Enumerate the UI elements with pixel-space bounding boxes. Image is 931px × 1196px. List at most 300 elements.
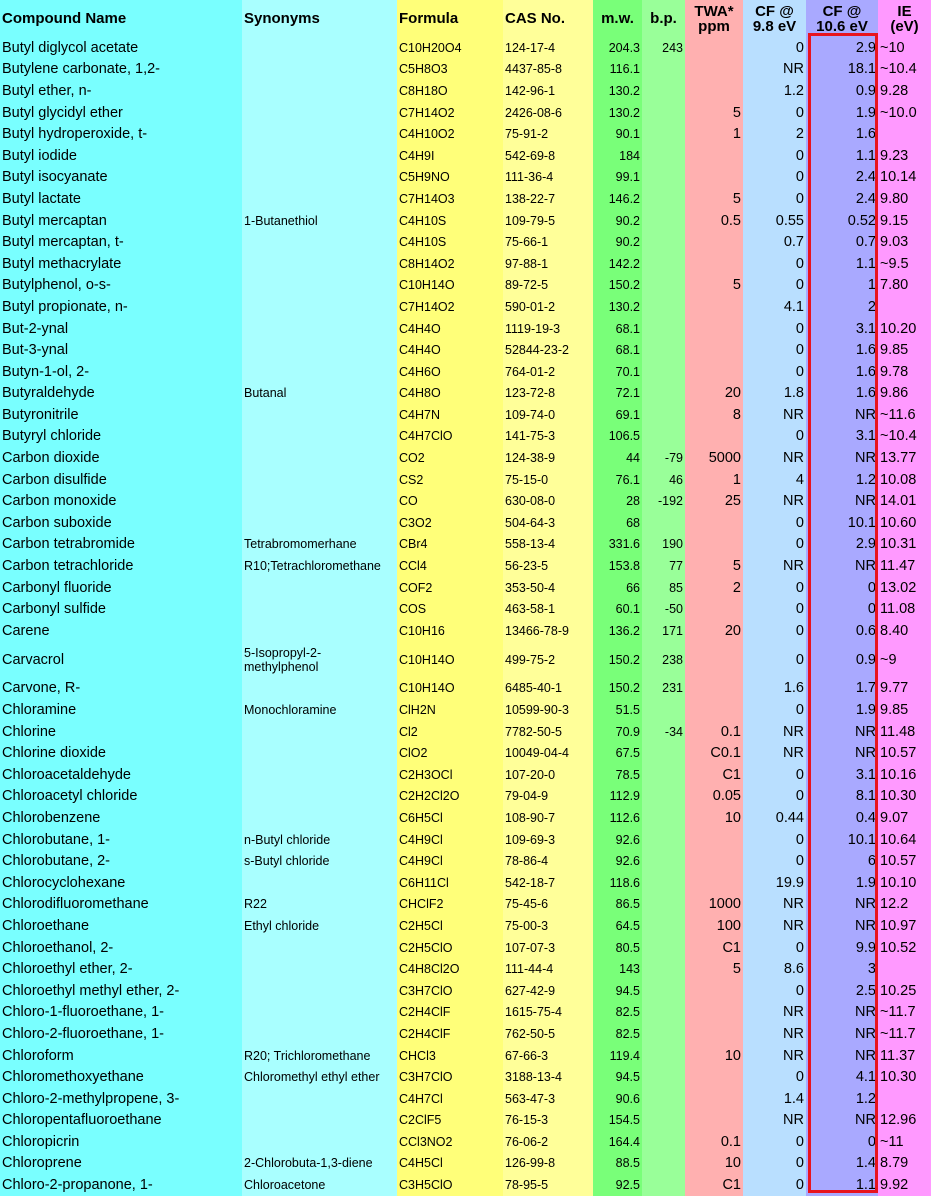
twa-cell [685,534,743,556]
synonym-cell [242,231,397,253]
cf-9-8-cell: 4 [743,469,806,491]
cas-cell: 75-91-2 [503,123,593,145]
formula-cell: C3H5ClO [397,1174,503,1196]
synonym-cell [242,1131,397,1153]
mw-cell: 76.1 [593,469,642,491]
mw-cell: 99.1 [593,167,642,189]
table-row [0,361,931,383]
compound-name-cell: Chloroethyl methyl ether, 2- [0,980,242,1002]
mw-cell: 164.4 [593,1131,642,1153]
bp-cell [642,404,685,426]
cf-10-6-cell: 2 [806,296,878,318]
compound-name-cell: Chlorobutane, 2- [0,850,242,872]
compound-name-cell: Chloroprene [0,1153,242,1175]
ie-cell: ~9 [878,642,931,678]
mw-cell: 60.1 [593,598,642,620]
table-row [0,1153,931,1175]
table-row [0,383,931,405]
header-cf-10-6 [806,0,878,37]
compound-name-cell: Chloro-1-fluoroethane, 1- [0,1002,242,1024]
cf-10-6-cell: 1.6 [806,123,878,145]
table-row [0,210,931,232]
mw-cell: 153.8 [593,555,642,577]
cf-10-6-cell: 10.1 [806,829,878,851]
mw-cell: 90.1 [593,123,642,145]
mw-cell: 68.1 [593,318,642,340]
cf-9-8-cell: 1.8 [743,383,806,405]
ie-cell: ~10.4 [878,59,931,81]
cas-cell: 504-64-3 [503,512,593,534]
twa-cell: 2 [685,577,743,599]
header-cf-9-8 [743,0,806,37]
compound-name-cell: Butyl diglycol acetate [0,37,242,59]
cf-9-8-cell: 0 [743,850,806,872]
synonym-cell [242,786,397,808]
cas-cell: 109-74-0 [503,404,593,426]
ie-cell: ~10 [878,37,931,59]
bp-cell [642,188,685,210]
synonym-cell [242,764,397,786]
compound-name-cell: Chloroacetaldehyde [0,764,242,786]
cf-10-6-cell: 3.1 [806,318,878,340]
cf-9-8-cell: 0 [743,598,806,620]
formula-cell: C10H14O [397,678,503,700]
bp-cell [642,383,685,405]
ie-cell: 11.47 [878,555,931,577]
compound-name-cell: Chlorobutane, 1- [0,829,242,851]
table-row [0,850,931,872]
ie-cell: 10.52 [878,937,931,959]
bp-cell: -34 [642,721,685,743]
compound-name-cell: Chloropentafluoroethane [0,1110,242,1132]
mw-cell: 70.9 [593,721,642,743]
formula-cell: C5H9NO [397,167,503,189]
table-row [0,872,931,894]
mw-cell: 112.6 [593,807,642,829]
bp-cell [642,980,685,1002]
mw-cell: 78.5 [593,764,642,786]
bp-cell: 243 [642,37,685,59]
formula-cell: C2H4ClF [397,1002,503,1024]
compound-name-cell: Butyl methacrylate [0,253,242,275]
bp-cell [642,59,685,81]
twa-cell [685,296,743,318]
mw-cell: 70.1 [593,361,642,383]
formula-cell: C4H10O2 [397,123,503,145]
formula-cell: C3H7ClO [397,1066,503,1088]
cf-9-8-cell: NR [743,1045,806,1067]
header-ie [878,0,931,37]
compound-name-cell: Chlorine dioxide [0,742,242,764]
twa-cell [685,829,743,851]
synonym-cell: 5-Isopropyl-2-methylphenol [242,642,397,678]
cf-9-8-cell: 0 [743,426,806,448]
cf-10-6-cell: 1.1 [806,253,878,275]
cf-10-6-cell: 4.1 [806,1066,878,1088]
cf-9-8-cell: 0 [743,361,806,383]
synonym-cell [242,490,397,512]
ie-cell: 10.60 [878,512,931,534]
ie-cell: 10.97 [878,915,931,937]
synonym-cell [242,37,397,59]
table-row [0,1023,931,1045]
cas-cell: 590-01-2 [503,296,593,318]
bp-cell [642,786,685,808]
mw-cell: 82.5 [593,1023,642,1045]
twa-cell [685,598,743,620]
cas-cell: 10599-90-3 [503,699,593,721]
cas-cell: 111-36-4 [503,167,593,189]
table-body [0,37,931,1196]
cf-9-8-cell: 1.2 [743,80,806,102]
cas-cell: 1615-75-4 [503,1002,593,1024]
cas-cell: 353-50-4 [503,577,593,599]
synonym-cell [242,598,397,620]
twa-cell: 1000 [685,894,743,916]
ie-cell: 12.2 [878,894,931,916]
compound-name-cell: Chloro-2-fluoroethane, 1- [0,1023,242,1045]
cf-9-8-cell: NR [743,721,806,743]
table-row [0,958,931,980]
cf-9-8-cell: 0 [743,188,806,210]
synonym-cell: Butanal [242,383,397,405]
twa-cell [685,339,743,361]
twa-cell: 0.1 [685,1131,743,1153]
cas-cell: 3188-13-4 [503,1066,593,1088]
mw-cell: 92.6 [593,850,642,872]
cf-9-8-cell: 0 [743,1153,806,1175]
twa-cell [685,37,743,59]
table-row [0,339,931,361]
cf-10-6-cell: 0.9 [806,80,878,102]
table-row [0,1066,931,1088]
cas-cell: 558-13-4 [503,534,593,556]
compound-name-cell: Butyl hydroperoxide, t- [0,123,242,145]
formula-cell: CBr4 [397,534,503,556]
ie-cell: 9.28 [878,80,931,102]
header-compound-name: Compound Name [0,0,242,37]
ie-cell: 10.57 [878,742,931,764]
cf-9-8-cell: NR [743,490,806,512]
cf-10-6-cell: 6 [806,850,878,872]
bp-cell [642,361,685,383]
cas-cell: 542-18-7 [503,872,593,894]
cf-9-8-cell: 0 [743,37,806,59]
synonym-cell [242,404,397,426]
synonym-cell [242,318,397,340]
cf-9-8-cell: 8.6 [743,958,806,980]
cas-cell: 141-75-3 [503,426,593,448]
table-row [0,555,931,577]
formula-cell: C8H14O2 [397,253,503,275]
formula-cell: C2H5Cl [397,915,503,937]
compound-name-cell: Chloroethanol, 2- [0,937,242,959]
ie-cell: 8.79 [878,1153,931,1175]
twa-cell: 100 [685,915,743,937]
cas-cell: 107-20-0 [503,764,593,786]
ie-cell [878,958,931,980]
mw-cell: 143 [593,958,642,980]
cas-cell: 109-69-3 [503,829,593,851]
cf-9-8-cell: 19.9 [743,872,806,894]
synonym-cell [242,80,397,102]
table-row [0,598,931,620]
ie-cell: 11.08 [878,598,931,620]
bp-cell [642,742,685,764]
ie-cell: 10.30 [878,786,931,808]
mw-cell: 51.5 [593,699,642,721]
bp-cell [642,1110,685,1132]
bp-cell [642,1045,685,1067]
ie-cell: 10.10 [878,872,931,894]
compound-name-cell: Butyl ether, n- [0,80,242,102]
cas-cell: 107-07-3 [503,937,593,959]
mw-cell: 130.2 [593,80,642,102]
mw-cell: 112.9 [593,786,642,808]
ie-cell: 10.16 [878,764,931,786]
cf-10-6-cell: 0.52 [806,210,878,232]
bp-cell [642,253,685,275]
cf-10-6-cell: 1.1 [806,145,878,167]
header-ie-line2: (eV) [890,17,919,35]
bp-cell: -79 [642,447,685,469]
compound-name-cell: Butylphenol, o-s- [0,275,242,297]
ie-cell: 13.77 [878,447,931,469]
cf-9-8-cell: 0 [743,253,806,275]
mw-cell: 72.1 [593,383,642,405]
compound-name-cell: Butyl mercaptan, t- [0,231,242,253]
compound-name-cell: Carbon suboxide [0,512,242,534]
ie-cell: ~10.0 [878,102,931,124]
cf-9-8-cell: 0 [743,980,806,1002]
cas-cell: 762-50-5 [503,1023,593,1045]
ie-cell: 14.01 [878,490,931,512]
synonym-cell [242,512,397,534]
cf-10-6-cell: 2.4 [806,188,878,210]
cas-cell: 499-75-2 [503,642,593,678]
cf-10-6-cell: NR [806,894,878,916]
mw-cell: 154.5 [593,1110,642,1132]
compound-name-cell: Carbon disulfide [0,469,242,491]
cas-cell: 1119-19-3 [503,318,593,340]
bp-cell [642,699,685,721]
cf-9-8-cell: 0 [743,764,806,786]
cf-10-6-cell: 1.2 [806,469,878,491]
ie-cell: ~11.6 [878,404,931,426]
table-row [0,1131,931,1153]
bp-cell: 231 [642,678,685,700]
compound-name-cell: Chloro-2-propanone, 1- [0,1174,242,1196]
cas-cell: 109-79-5 [503,210,593,232]
cas-cell: 56-23-5 [503,555,593,577]
twa-cell [685,642,743,678]
synonym-cell [242,678,397,700]
table-row [0,699,931,721]
table-row [0,894,931,916]
cf-10-6-cell: NR [806,742,878,764]
bp-cell [642,231,685,253]
mw-cell: 142.2 [593,253,642,275]
ie-cell: 9.77 [878,678,931,700]
mw-cell: 90.6 [593,1088,642,1110]
cf-9-8-cell: 4.1 [743,296,806,318]
mw-cell: 118.6 [593,872,642,894]
twa-cell [685,231,743,253]
synonym-cell: R22 [242,894,397,916]
cf-9-8-cell: 0 [743,339,806,361]
twa-cell: 20 [685,383,743,405]
cf-9-8-cell: 0 [743,642,806,678]
formula-cell: C3H7ClO [397,980,503,1002]
table-row [0,102,931,124]
cf-9-8-cell: 0 [743,829,806,851]
table-row [0,1110,931,1132]
cf-9-8-cell: 1.6 [743,678,806,700]
cas-cell: 138-22-7 [503,188,593,210]
synonym-cell [242,188,397,210]
synonym-cell [242,1002,397,1024]
cas-cell: 111-44-4 [503,958,593,980]
twa-cell: 10 [685,807,743,829]
cf-9-8-cell: 0 [743,534,806,556]
synonym-cell [242,296,397,318]
compound-name-cell: Chlorobenzene [0,807,242,829]
ie-cell: ~9.5 [878,253,931,275]
ie-cell: 9.85 [878,699,931,721]
twa-cell [685,318,743,340]
twa-cell: 8 [685,404,743,426]
cf-10-6-cell: 3.1 [806,764,878,786]
formula-cell: C4H8O [397,383,503,405]
bp-cell [642,829,685,851]
twa-cell: 5 [685,555,743,577]
formula-cell: ClH2N [397,699,503,721]
bp-cell [642,1153,685,1175]
ie-cell: 11.48 [878,721,931,743]
ie-cell: ~11 [878,1131,931,1153]
synonym-cell: R10;Tetrachloromethane [242,555,397,577]
cf-9-8-cell: NR [743,404,806,426]
cf-9-8-cell: 2 [743,123,806,145]
compound-name-cell: Chlorodifluoromethane [0,894,242,916]
cf-10-6-cell: 1.9 [806,102,878,124]
cf-9-8-cell: 0 [743,145,806,167]
bp-cell [642,1023,685,1045]
formula-cell: C4H7Cl [397,1088,503,1110]
cf-9-8-cell: 0 [743,620,806,642]
synonym-cell [242,937,397,959]
formula-cell: C5H8O3 [397,59,503,81]
synonym-cell [242,742,397,764]
table-row [0,577,931,599]
bp-cell [642,1002,685,1024]
formula-cell: CHCl3 [397,1045,503,1067]
compound-name-cell: Carvone, R- [0,678,242,700]
compound-name-cell: Butyl mercaptan [0,210,242,232]
cas-cell: 13466-78-9 [503,620,593,642]
cas-cell: 7782-50-5 [503,721,593,743]
compound-name-cell: Chlorocyclohexane [0,872,242,894]
cas-cell: 89-72-5 [503,275,593,297]
synonym-cell [242,721,397,743]
table-row [0,426,931,448]
mw-cell: 86.5 [593,894,642,916]
twa-cell [685,253,743,275]
table-row [0,318,931,340]
cf-10-6-cell: NR [806,490,878,512]
cf-10-6-cell: 2.9 [806,37,878,59]
cas-cell: 75-00-3 [503,915,593,937]
bp-cell [642,339,685,361]
table-row [0,915,931,937]
cas-cell: 78-86-4 [503,850,593,872]
mw-cell: 136.2 [593,620,642,642]
synonym-cell: R20; Trichloromethane [242,1045,397,1067]
cf-10-6-cell: 10.1 [806,512,878,534]
formula-cell: C6H11Cl [397,872,503,894]
synonym-cell [242,59,397,81]
table-row [0,764,931,786]
cf-10-6-cell: NR [806,404,878,426]
table-row [0,469,931,491]
cf-9-8-cell: 0 [743,102,806,124]
compound-name-cell: But-2-ynal [0,318,242,340]
twa-cell: 5 [685,102,743,124]
header-twa-line1: TWA* [694,2,734,20]
cas-cell: 97-88-1 [503,253,593,275]
cf-10-6-cell: NR [806,1023,878,1045]
cf-10-6-cell: 3.1 [806,426,878,448]
twa-cell [685,678,743,700]
cas-cell: 123-72-8 [503,383,593,405]
table-row [0,80,931,102]
compound-name-cell: Carbonyl fluoride [0,577,242,599]
mw-cell: 146.2 [593,188,642,210]
cf-10-6-cell: 1.9 [806,872,878,894]
compound-name-cell: Carbon tetrachloride [0,555,242,577]
synonym-cell [242,980,397,1002]
formula-cell: C2H3OCl [397,764,503,786]
formula-cell: C4H4O [397,318,503,340]
compound-name-cell: Carvacrol [0,642,242,678]
cf-10-6-cell: 0.7 [806,231,878,253]
cf-9-8-cell: 0 [743,512,806,534]
compound-name-cell: Butyronitrile [0,404,242,426]
mw-cell: 150.2 [593,642,642,678]
table-row [0,123,931,145]
ie-cell: 9.86 [878,383,931,405]
formula-cell: C4H9I [397,145,503,167]
cf-9-8-cell: NR [743,742,806,764]
ie-cell: 10.14 [878,167,931,189]
bp-cell [642,102,685,124]
mw-cell: 64.5 [593,915,642,937]
bp-cell: -50 [642,598,685,620]
table-row [0,59,931,81]
ie-cell: 8.40 [878,620,931,642]
cas-cell: 6485-40-1 [503,678,593,700]
bp-cell [642,80,685,102]
synonym-cell [242,102,397,124]
table-row [0,742,931,764]
cf-10-6-cell: 3 [806,958,878,980]
twa-cell: 5 [685,188,743,210]
table-row [0,253,931,275]
cf-10-6-cell: 2.9 [806,534,878,556]
compound-name-cell: Butylene carbonate, 1,2- [0,59,242,81]
synonym-cell [242,1088,397,1110]
mw-cell: 44 [593,447,642,469]
